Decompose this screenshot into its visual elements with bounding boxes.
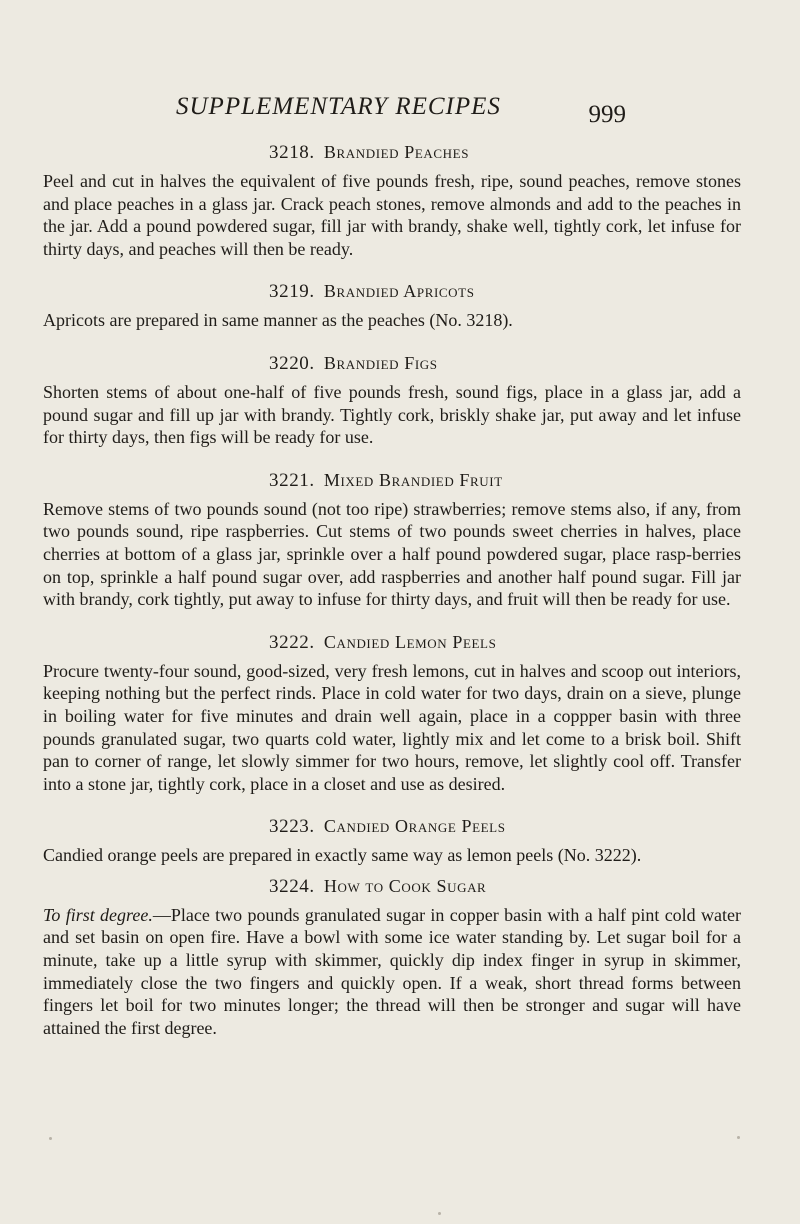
recipe-3220 bbox=[43, 350, 741, 449]
recipe-heading bbox=[43, 873, 741, 900]
recipe-3221 bbox=[43, 467, 741, 611]
recipe-number: 3223. bbox=[269, 816, 315, 838]
recipe-number: 3221. bbox=[269, 469, 315, 491]
recipe-number: 3220. bbox=[269, 352, 315, 374]
page-number: 999 bbox=[588, 101, 626, 128]
recipe-body: Apricots are prepared in same manner as the peaches (No. 3218). bbox=[43, 310, 513, 331]
recipe-body bbox=[43, 904, 741, 1040]
recipe-heading bbox=[43, 629, 741, 656]
running-title: SUPPLEMENTARY RECIPES bbox=[176, 93, 501, 120]
recipe-title: Candied Orange Peels bbox=[323, 816, 506, 837]
recipe-title: Mixed Brandied Fruit bbox=[323, 469, 503, 490]
recipe-heading bbox=[43, 813, 741, 840]
recipe-title: How to Cook Sugar bbox=[323, 875, 487, 896]
recipe-title: Brandied Figs bbox=[323, 352, 438, 373]
recipe-heading bbox=[43, 139, 741, 166]
recipe-body: Peel and cut in halves the equivalent of five pounds fresh, ripe, sound peaches, remove stones and place peaches in a glass jar. Crack peach stones, remove almonds and add to the peaches in the jar. Add a pound powdered sugar, fill jar with brandy, shake well, tightly cork, let infuse for thirty days, and peaches will then be ready. bbox=[43, 171, 741, 259]
recipe-3218 bbox=[43, 139, 741, 260]
recipe-3219 bbox=[43, 278, 741, 332]
page-header bbox=[176, 93, 626, 127]
recipe-lead: To first degree. bbox=[43, 904, 153, 925]
recipe-body: Shorten stems of about one-half of five pounds fresh, sound figs, place in a glass jar, add a pound sugar and fill up jar with brandy. Tightly cork, briskly shake jar, put away and let infuse for thirty days, then figs will be ready for use. bbox=[43, 381, 741, 448]
recipe-body: Candied orange peels are prepared in exactly same way as lemon peels (No. 3222). bbox=[43, 845, 642, 866]
recipe-3222 bbox=[43, 629, 741, 796]
recipe-title: Brandied Apricots bbox=[323, 281, 475, 302]
recipe-body: Procure twenty-four sound, good-sized, very fresh lemons, cut in halves and scoop out interiors, keeping nothing but the perfect rinds. Place in cold water for two days, drain on a sieve, plunge in boiling water for five minutes and drain well again, place in a coppper basin with three pounds granulated sugar, two quarts cold water, lightly mix and let come to a brisk boil. Shift pan to corner of range, let slowly simmer for two hours, remove, let slightly cool off. Transfer into a stone jar, tightly cork, place in a closet and use as desired. bbox=[43, 660, 741, 794]
recipe-list bbox=[43, 139, 741, 1057]
recipe-number: 3222. bbox=[269, 631, 315, 653]
recipe-heading bbox=[43, 467, 741, 494]
recipe-number: 3218. bbox=[269, 142, 315, 163]
recipe-number: 3219. bbox=[269, 281, 315, 303]
paper-speck bbox=[438, 1212, 441, 1215]
paper-speck bbox=[49, 1137, 52, 1140]
recipe-body-text: —Place two pounds granulated sugar in copper basin with a half pint cold water and set basin on open fire. Have a bowl with some ice water standing by. Let sugar boil for a minute, take up a little syrup with skimmer, quickly dip index finger in syrup in skimmer, immediately close the two fingers and quickly open. If a weak, short thread forms between fingers let boil for two minutes longer; the thread will then be stronger and sugar will have attained the first degree. bbox=[43, 904, 741, 1038]
recipe-3223 bbox=[43, 813, 741, 867]
recipe-title: Candied Lemon Peels bbox=[323, 631, 497, 652]
recipe-body: Remove stems of two pounds sound (not too ripe) strawberries; remove stems also, if any, from two pounds sound, ripe raspberries. Cut stems of two pounds sweet cherries in halves, place cherries at bottom of a glass jar, sprinkle over a half pound powdered sugar, place rasp-berries on top, sprinkle a half pound sugar over, add raspberries and another half pound sugar. Fill jar with brandy, cork tightly, put away to infuse for thirty days, and fruit will then be ready for use. bbox=[43, 498, 741, 610]
recipe-heading bbox=[43, 278, 741, 305]
recipe-heading bbox=[43, 350, 741, 377]
recipe-title: Brandied Peaches bbox=[323, 142, 470, 162]
recipe-3224 bbox=[43, 873, 741, 1040]
paper-speck bbox=[737, 1136, 740, 1139]
recipe-number: 3224. bbox=[269, 875, 315, 897]
